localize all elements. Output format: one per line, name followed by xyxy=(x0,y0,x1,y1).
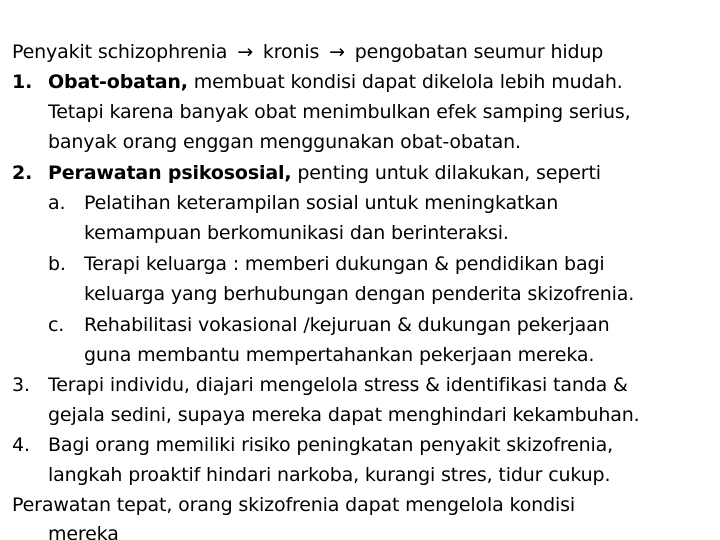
sub-list-continuation: guna membantu mempertahankan pekerjaan mereka. xyxy=(84,344,595,366)
list-number: 1. xyxy=(12,71,33,93)
list-item-continuation: langkah proaktif hindari narkoba, kurangi stres, tidur cukup. xyxy=(48,464,611,486)
intro-part-2: kronis xyxy=(262,41,320,63)
list-number: 4. xyxy=(12,434,30,456)
arrow-right-icon: → xyxy=(329,41,345,63)
list-number: 2. xyxy=(12,162,33,184)
sub-list-text: Terapi keluarga : memberi dukungan & pendidikan bagi xyxy=(84,253,605,275)
intro-part-3: pengobatan seumur hidup xyxy=(354,41,604,63)
list-item-text: Terapi individu, diajari mengelola stress & identifikasi tanda & xyxy=(48,374,628,396)
list-item-continuation: banyak orang enggan menggunakan obat-obatan. xyxy=(48,131,521,153)
sub-list-letter: c. xyxy=(48,314,65,336)
sub-list-letter: b. xyxy=(48,253,66,275)
intro-line xyxy=(12,40,603,64)
sub-list-continuation: kemampuan berkomunikasi dan berinteraksi. xyxy=(84,222,509,244)
sub-list-item xyxy=(48,252,604,276)
intro-part-1: Penyakit schizophrenia xyxy=(12,41,228,63)
closing-line: Perawatan tepat, orang skizofrenia dapat mengelola kondisi xyxy=(12,494,575,516)
list-item xyxy=(12,373,628,397)
sub-list-text: Rehabilitasi vokasional /kejuruan & dukungan pekerjaan xyxy=(84,314,610,336)
list-item-text: Bagi orang memiliki risiko peningkatan penyakit skizofrenia, xyxy=(48,434,614,456)
list-item-text: membuat kondisi dapat dikelola lebih mudah. xyxy=(187,71,623,93)
sub-list-text: Pelatihan keterampilan sosial untuk meningkatkan xyxy=(84,192,559,214)
list-item xyxy=(12,433,613,457)
list-item xyxy=(12,70,623,94)
list-item-heading: Perawatan psikososial, xyxy=(48,162,292,184)
list-item-continuation: gejala sedini, supaya mereka dapat menghindari kekambuhan. xyxy=(48,404,640,426)
list-item-continuation: Tetapi karena banyak obat menimbulkan efek samping serius, xyxy=(48,101,631,123)
sub-list-item xyxy=(48,313,610,337)
sub-list-item xyxy=(48,191,558,215)
arrow-right-icon: → xyxy=(237,41,253,63)
list-number: 3. xyxy=(12,374,30,396)
list-item-heading: Obat-obatan, xyxy=(48,71,188,93)
closing-continuation: mereka xyxy=(48,523,119,540)
sub-list-letter: a. xyxy=(48,192,66,214)
list-item xyxy=(12,161,601,185)
sub-list-continuation: keluarga yang berhubungan dengan penderita skizofrenia. xyxy=(84,283,635,305)
list-item-text: penting untuk dilakukan, seperti xyxy=(291,162,601,184)
